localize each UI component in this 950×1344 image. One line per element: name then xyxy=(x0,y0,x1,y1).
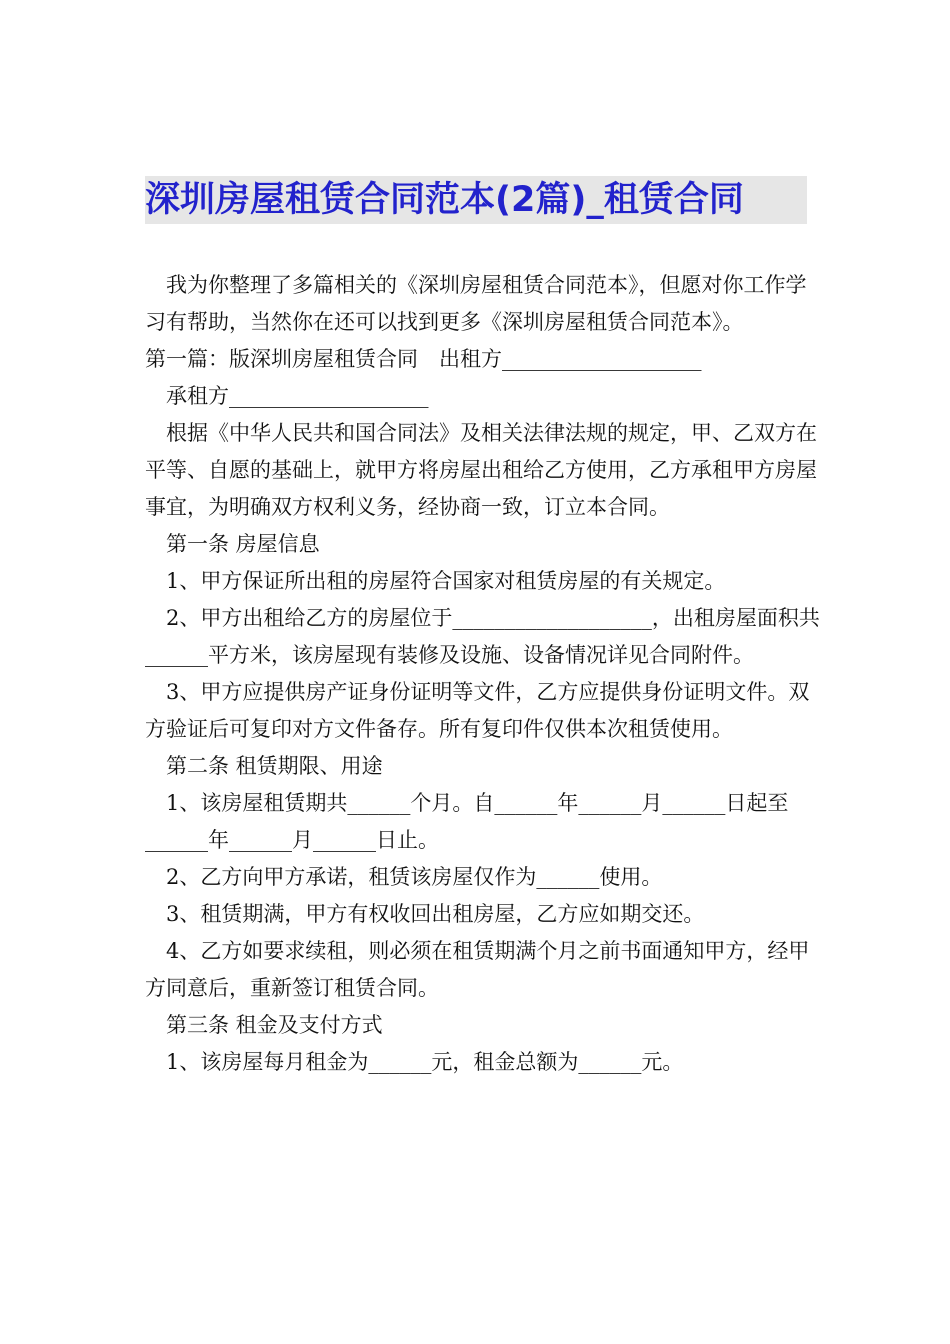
article-two-item-1: 1、该房屋租赁期共______个月。自______年______月______日起至______年______月______日止。 xyxy=(145,791,789,852)
article-one-item-1: 1、甲方保证所出租的房屋符合国家对租赁房屋的有关规定。 xyxy=(166,569,726,593)
paragraph-part-one-heading: 第一篇：版深圳房屋租赁合同 出租方___________________ xyxy=(145,347,702,371)
article-two-heading: 第二条 租赁期限、用途 xyxy=(166,754,383,778)
article-one-item-3: 3、甲方应提供房产证身份证明等文件，乙方应提供身份证明文件。双方验证后可复印对方文件备存。所有复印件仅供本次租赁使用。 xyxy=(145,680,810,741)
document-title: 深圳房屋租赁合同范本(2篇)_租赁合同 xyxy=(145,176,807,224)
article-two-item-4: 4、乙方如要求续租，则必须在租赁期满个月之前书面通知甲方，经甲方同意后，重新签订租赁合同。 xyxy=(145,939,810,1000)
paragraph-intro: 我为你整理了多篇相关的《深圳房屋租赁合同范本》，但愿对你工作学习有帮助，当然你在还可以找到更多《深圳房屋租赁合同范本》。 xyxy=(145,273,807,334)
article-two-item-3: 3、租赁期满，甲方有权收回出租房屋，乙方应如期交还。 xyxy=(166,902,705,926)
article-one-heading: 第一条 房屋信息 xyxy=(166,532,320,556)
document-body xyxy=(145,267,825,1081)
article-two-item-2: 2、乙方向甲方承诺，租赁该房屋仅作为______使用。 xyxy=(166,865,663,889)
article-one-item-2: 2、甲方出租给乙方的房屋位于___________________，出租房屋面积共______平方米，该房屋现有装修及设施、设备情况详见合同附件。 xyxy=(145,606,820,667)
paragraph-preamble: 根据《中华人民共和国合同法》及相关法律法规的规定，甲、乙双方在平等、自愿的基础上，就甲方将房屋出租给乙方使用，乙方承租甲方房屋事宜，为明确双方权利义务，经协商一致，订立本合同。 xyxy=(145,421,817,519)
paragraph-lessee: 承租方___________________ xyxy=(166,384,429,408)
article-three-item-1: 1、该房屋每月租金为______元，租金总额为______元。 xyxy=(166,1050,684,1074)
article-three-heading: 第三条 租金及支付方式 xyxy=(166,1013,383,1037)
